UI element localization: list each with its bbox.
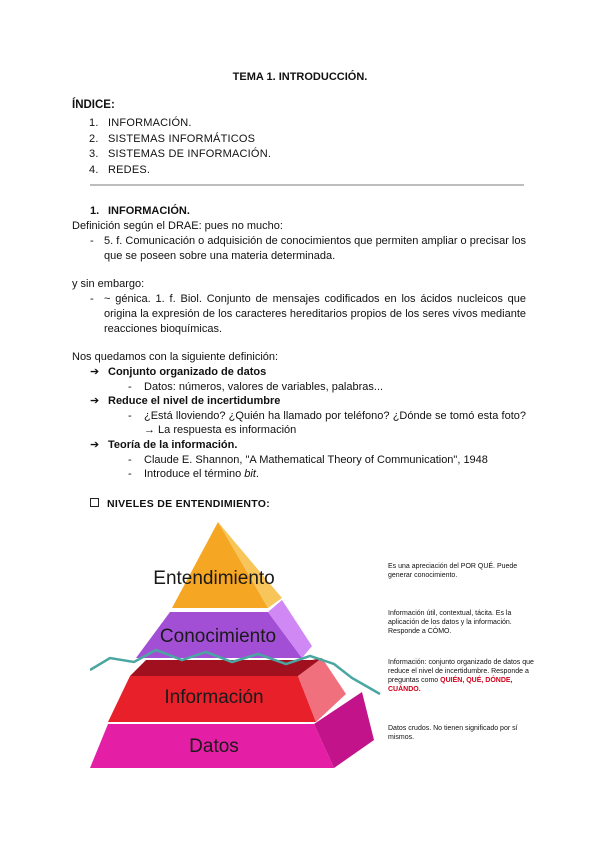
term-bit: bit <box>244 468 256 480</box>
however-text: y sin embargo: <box>72 278 145 290</box>
index-item: 2. SISTEMAS INFORMÁTICOS <box>89 132 256 145</box>
levels-heading: NIVELES DE ENTENDIMIENTO: <box>90 498 270 510</box>
point-organized-data: ➔ Conjunto organizado de datos <box>90 366 267 378</box>
pyramid-label-entendimiento: Entendimiento <box>153 568 275 589</box>
knowledge-pyramid <box>90 522 390 772</box>
sub-point: - ¿Está lloviendo? ¿Quién ha llamado por teléfono? ¿Dónde se tomó esta foto? → La respuesta es información <box>128 410 526 436</box>
index-item: 3. SISTEMAS DE INFORMACIÓN. <box>89 148 272 160</box>
point-uncertainty: ➔ Reduce el nivel de incertidumbre <box>90 395 281 407</box>
genetic-definition: - ~ génica. 1. f. Biol. Conjunto de mensajes codificados en los ácidos nucleicos que origina la expresión de los caracteres hereditarios propios de los seres vivos mediante reacciones bioquímicas. <box>90 293 526 335</box>
point-information-theory: ➔ Teoría de la información. <box>90 439 238 451</box>
pyramid-label-informacion: Información <box>164 687 264 708</box>
sub-point: - Introduce el término bit. <box>128 468 259 480</box>
sub-point: - Datos: números, valores de variables, palabras... <box>128 381 384 393</box>
note-conocimiento: Información útil, contextual, tácita. Es la aplicación de los datos y la información. Responde a CÓMO. <box>388 610 512 635</box>
pyramid-label-datos: Datos <box>189 736 239 757</box>
page-title: TEMA 1. INTRODUCCIÓN. <box>232 71 368 83</box>
keep-definition-text: Nos quedamos con la siguiente definición: <box>72 351 279 363</box>
pyramid-label-conocimiento: Conocimiento <box>159 626 277 647</box>
note-entendimiento: Es una apreciación del POR QUÉ. Puede generar conocimiento. <box>388 563 518 579</box>
index-item: 1. INFORMACIÓN. <box>89 117 192 129</box>
note-informacion: Información: conjunto organizado de datos que reduce el nivel de incertidumbre. Responde a preguntas como QUIÉN, QUÉ, DÓNDE, CUÁNDO. <box>388 659 534 693</box>
divider <box>90 184 524 186</box>
index-list <box>89 116 271 178</box>
sub-point: - Claude E. Shannon, "A Mathematical Theory of Communication", 1948 <box>128 454 488 466</box>
section-heading: 1. INFORMACIÓN. <box>90 205 190 217</box>
index-item: 4. REDES. <box>89 163 151 176</box>
index-heading: ÍNDICE: <box>72 99 115 111</box>
drae-intro: Definición según el DRAE: pues no mucho: <box>72 220 283 232</box>
drae-definition: - 5. f. Comunicación o adquisición de conocimientos que permiten ampliar o precisar los que se poseen sobre una materia determinada. <box>90 235 526 262</box>
note-datos: Datos crudos. No tienen significado por sí mismos. <box>388 725 518 741</box>
checkbox-bullet-icon <box>90 498 99 507</box>
